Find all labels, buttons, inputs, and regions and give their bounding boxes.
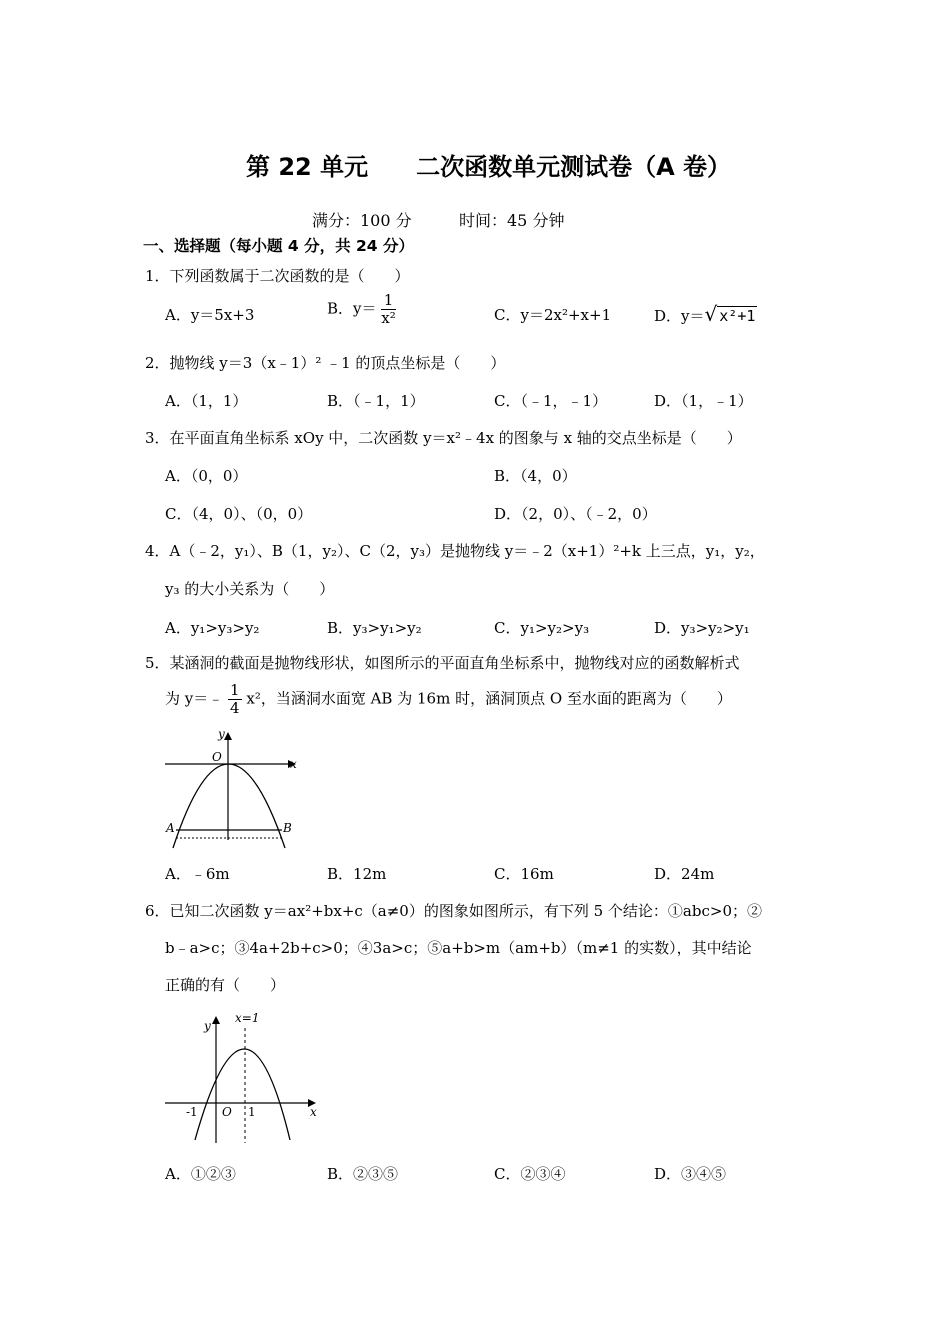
question-2-option-b: B．（﹣1，1） (327, 392, 425, 410)
question-3-option-b: B．（4，0） (494, 467, 577, 485)
question-6-stem-line2: b﹣a>c；③4a+2b+c>0；④3a>c；⑤a+b>m（am+b）（m≠1 的实数），其中结论 (165, 939, 752, 957)
question-1-option-a: A．y＝5x+3 (165, 306, 255, 324)
fraction-denominator: 4 (230, 699, 240, 717)
question-4-stem-line1: 4．A（﹣2，y₁）、B（1，y₂）、C（2，y₃）是抛物线 y＝﹣2（x+1）²+k 上三点，y₁，y₂， (145, 542, 765, 560)
question-4-option-b: B．y₃>y₁>y₂ (327, 619, 422, 637)
question-6-option-b: B．②③⑤ (327, 1165, 399, 1183)
neg-one-tick-label: -1 (186, 1105, 198, 1119)
question-5-option-a: A．﹣6m (165, 865, 230, 883)
question-4-stem-line2: y₃ 的大小关系为（ ） (165, 580, 335, 598)
question-3-stem: 3．在平面直角坐标系 xOy 中，二次函数 y＝x²﹣4x 的图象与 x 轴的交点坐标是（ ） (145, 429, 742, 447)
fraction-numerator: 1 (230, 681, 240, 699)
question-6-option-c: C．②③④ (494, 1165, 566, 1183)
fraction-denominator: x² (381, 309, 396, 327)
question-3-option-a: A．（0，0） (165, 467, 248, 485)
question-2-option-d: D．（1，﹣1） (654, 392, 753, 410)
question-5-stem-line1: 5．某涵洞的截面是抛物线形状，如图所示的平面直角坐标系中，抛物线对应的函数解析式 (145, 654, 740, 672)
sqrt-radicand: x²+1 (719, 307, 756, 325)
question-2-option-a: A．（1，1） (165, 392, 248, 410)
question-5-option-d: D．24m (654, 865, 715, 883)
quadratic-graph-figure (160, 1008, 325, 1148)
option-b-prefix: B．y＝ (327, 299, 377, 318)
option-d-prefix: D．y＝ (654, 307, 705, 325)
question-1-option-b (327, 293, 396, 326)
y-axis-label: y (204, 1019, 211, 1033)
parabola-curve (173, 764, 285, 848)
x-axis-label: x (310, 1105, 317, 1119)
question-4-option-d: D．y₃>y₂>y₁ (654, 619, 750, 637)
stem-prefix: 为 y＝﹣ (165, 689, 224, 708)
fraction (228, 683, 242, 716)
question-4-option-c: C．y₁>y₂>y₃ (494, 619, 590, 637)
question-2-option-c: C．（﹣1，﹣1） (494, 392, 608, 410)
origin-label: O (212, 750, 222, 764)
y-axis-arrow-icon (224, 732, 232, 740)
question-1-option-d (654, 302, 757, 326)
question-2-stem: 2．抛物线 y＝3（x﹣1）² ﹣1 的顶点坐标是（ ） (145, 354, 506, 372)
question-1-stem: 1．下列函数属于二次函数的是（ ） (145, 267, 410, 285)
time-limit: 时间：45 分钟 (459, 211, 565, 230)
fraction-numerator: 1 (381, 293, 395, 310)
point-a-label: A (166, 821, 175, 835)
question-6-stem-line1: 6．已知二次函数 y＝ax²+bx+c（a≠0）的图象如图所示，有下列 5 个结论：①abc>0；② (145, 902, 762, 920)
question-3-option-c: C．（4，0）、（0，0） (165, 505, 313, 523)
parabola-curve (195, 1049, 290, 1140)
question-6-stem-line3: 正确的有（ ） (165, 976, 286, 994)
stem-suffix: x²，当涵洞水面宽 AB 为 16m 时，涵洞顶点 O 至水面的距离为（ ） (246, 689, 732, 708)
question-5-option-b: B．12m (327, 865, 387, 883)
question-1-option-c: C．y＝2x²+x+1 (494, 306, 612, 324)
page-title: 第 22 单元 二次函数单元测试卷（A 卷） (246, 153, 732, 181)
fraction (381, 293, 395, 326)
origin-label: O (222, 1105, 232, 1119)
point-b-label: B (283, 821, 292, 835)
section-heading: 一、选择题（每小题 4 分，共 24 分） (143, 237, 414, 255)
y-axis-arrow-icon (212, 1016, 220, 1024)
question-6-option-a: A．①②③ (165, 1165, 236, 1183)
sqrt-sign: √ (704, 302, 718, 326)
symmetry-axis-label: x=1 (235, 1011, 260, 1025)
x-axis-label: x (290, 757, 297, 771)
culvert-parabola-figure (160, 728, 310, 853)
one-tick-label: 1 (248, 1105, 256, 1119)
question-5-option-c: C．16m (494, 865, 554, 883)
full-score: 满分：100 分 (312, 211, 412, 230)
y-axis-label: y (218, 728, 225, 741)
question-5-stem-line2 (165, 683, 732, 716)
question-4-option-a: A．y₁>y₃>y₂ (165, 619, 260, 637)
question-3-option-d: D．（2，0）、（﹣2，0） (494, 505, 657, 523)
question-6-option-d: D．③④⑤ (654, 1165, 727, 1183)
